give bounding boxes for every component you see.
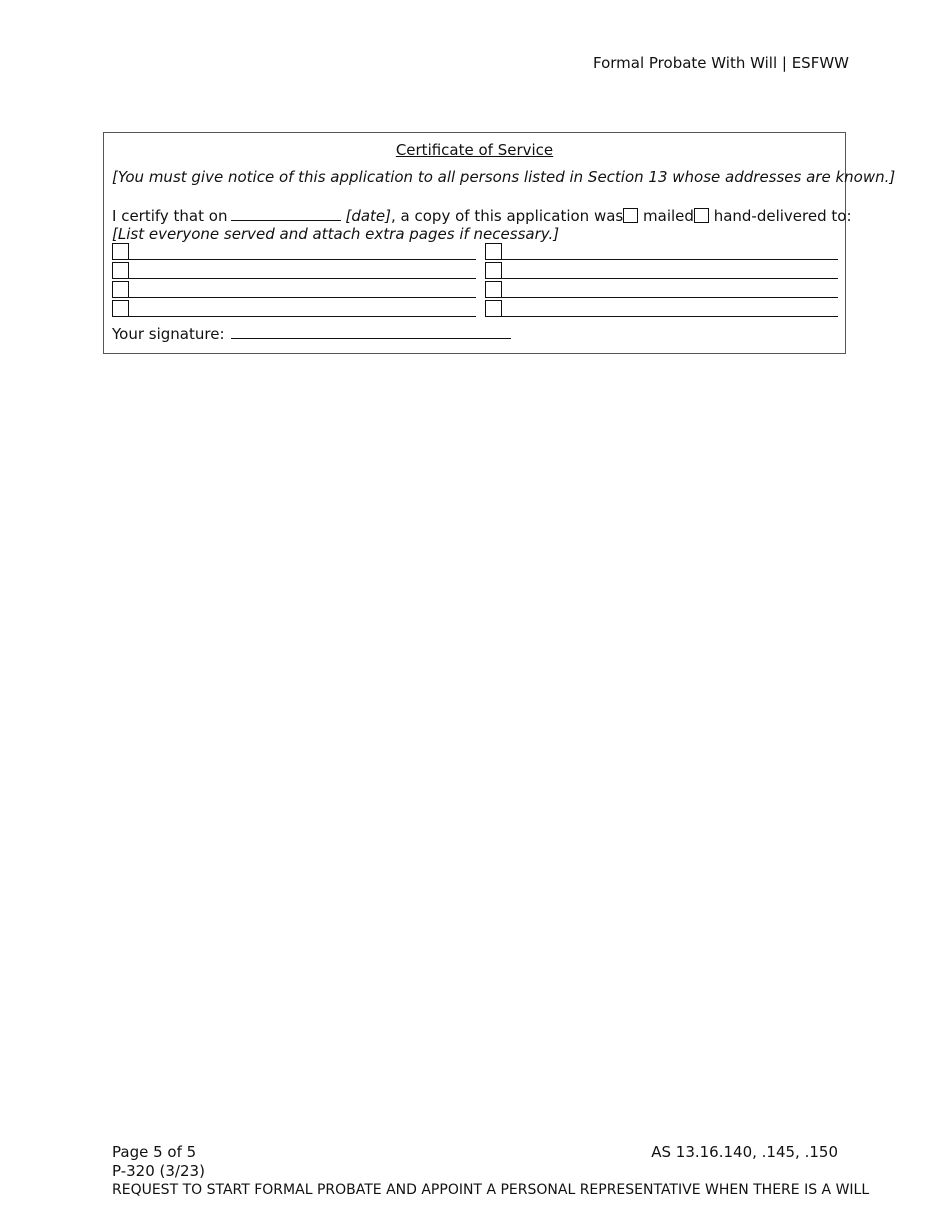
hand-delivered-checkbox[interactable] xyxy=(694,208,709,223)
served-row xyxy=(112,243,837,260)
served-checkbox[interactable] xyxy=(485,281,502,298)
served-person-entry[interactable] xyxy=(485,262,838,279)
page-number: Page 5 of 5 xyxy=(112,1143,197,1161)
hand-delivered-label: hand-delivered to: xyxy=(713,207,852,225)
certify-middle: , a copy of this application was xyxy=(391,207,624,225)
list-instruction: [List everyone served and attach extra pages if necessary.] xyxy=(112,225,560,243)
served-checkbox[interactable] xyxy=(112,243,129,260)
served-row xyxy=(112,262,837,279)
served-name-line[interactable] xyxy=(502,297,838,298)
served-person-entry[interactable] xyxy=(112,281,476,298)
served-person-entry[interactable] xyxy=(112,243,476,260)
served-row xyxy=(112,281,837,298)
served-person-entry[interactable] xyxy=(112,300,476,317)
statute-reference: AS 13.16.140, .145, .150 xyxy=(651,1143,838,1161)
served-person-entry[interactable] xyxy=(485,243,838,260)
served-name-line[interactable] xyxy=(502,278,838,279)
served-name-line[interactable] xyxy=(502,259,838,260)
certificate-title: Certificate of Service xyxy=(395,141,554,159)
served-row xyxy=(112,300,837,317)
certificate-notice: [You must give notice of this application to all persons listed in Section 13 whose addresses are known.] xyxy=(112,168,896,186)
certify-prefix: I certify that on xyxy=(112,207,228,225)
served-name-line[interactable] xyxy=(129,278,476,279)
form-name: REQUEST TO START FORMAL PROBATE AND APPOINT A PERSONAL REPRESENTATIVE WHEN THERE IS A WILL xyxy=(112,1182,870,1198)
served-checkbox[interactable] xyxy=(112,262,129,279)
mailed-checkbox[interactable] xyxy=(623,208,638,223)
served-person-entry[interactable] xyxy=(485,300,838,317)
served-checkbox[interactable] xyxy=(112,281,129,298)
served-name-line[interactable] xyxy=(129,297,476,298)
served-checkbox[interactable] xyxy=(485,300,502,317)
served-person-entry[interactable] xyxy=(485,281,838,298)
service-date-field[interactable] xyxy=(231,206,341,221)
signature-label: Your signature: xyxy=(112,325,225,343)
signature-field[interactable] xyxy=(231,324,511,339)
served-name-line[interactable] xyxy=(502,316,838,317)
served-name-line[interactable] xyxy=(129,259,476,260)
served-checkbox[interactable] xyxy=(485,243,502,260)
date-label: [date] xyxy=(345,207,391,225)
mailed-label: mailed xyxy=(643,207,694,225)
served-name-line[interactable] xyxy=(129,316,476,317)
certify-statement xyxy=(112,206,852,225)
certificate-of-service-section xyxy=(103,132,896,354)
served-checkbox[interactable] xyxy=(112,300,129,317)
served-checkbox[interactable] xyxy=(485,262,502,279)
served-person-entry[interactable] xyxy=(112,262,476,279)
form-header-title: Formal Probate With Will | ESFWW xyxy=(592,54,849,72)
form-number: P-320 (3/23) xyxy=(112,1162,205,1180)
signature-row xyxy=(112,324,511,343)
